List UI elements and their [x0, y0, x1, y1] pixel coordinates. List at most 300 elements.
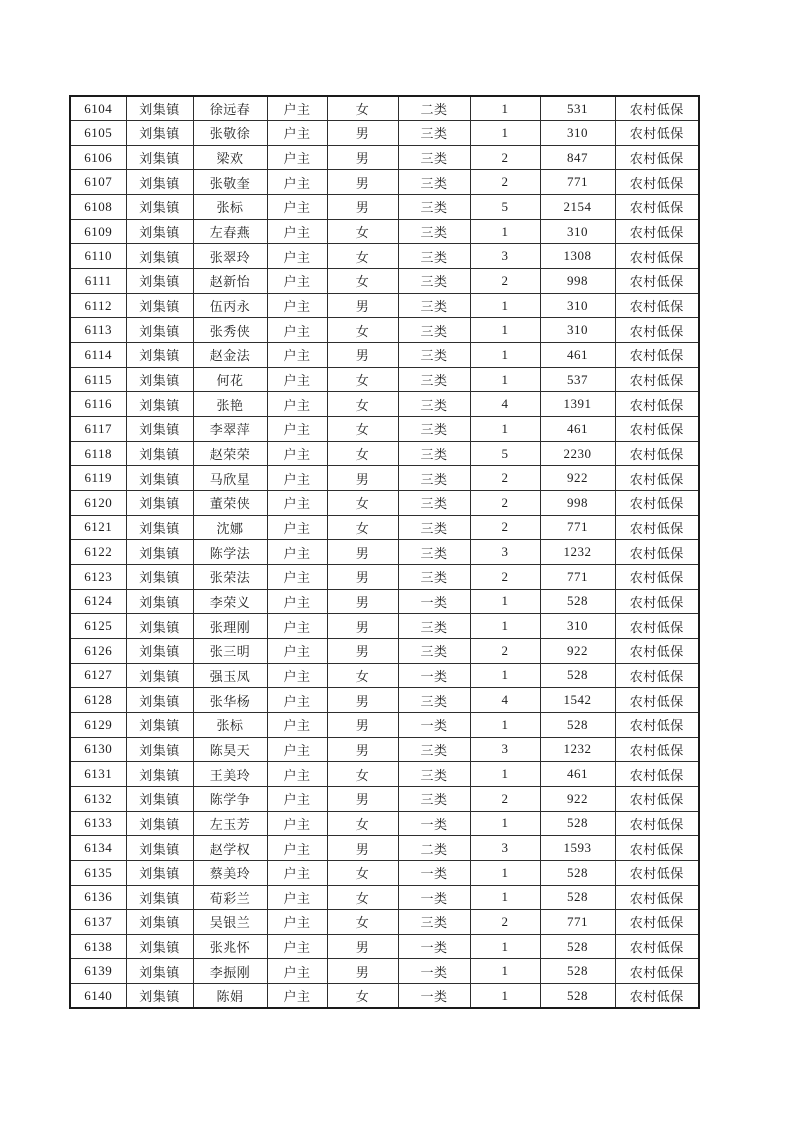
cell-category: 二类 — [398, 836, 470, 861]
cell-householder-relation: 户主 — [267, 934, 327, 959]
table-row — [70, 318, 699, 343]
cell-name: 张敬奎 — [193, 170, 267, 195]
cell-family-members: 1 — [470, 984, 540, 1009]
cell-town: 刘集镇 — [126, 712, 193, 737]
cell-gender: 男 — [327, 712, 398, 737]
cell-benefit-type: 农村低保 — [615, 885, 699, 910]
table-row — [70, 959, 699, 984]
cell-benefit-type: 农村低保 — [615, 811, 699, 836]
table-row — [70, 614, 699, 639]
table-row — [70, 638, 699, 663]
cell-amount: 528 — [540, 934, 615, 959]
cell-benefit-type: 农村低保 — [615, 589, 699, 614]
cell-amount: 1232 — [540, 737, 615, 762]
cell-category: 三类 — [398, 491, 470, 516]
cell-name: 董荣侠 — [193, 491, 267, 516]
table-row — [70, 367, 699, 392]
cell-amount: 528 — [540, 589, 615, 614]
table-row — [70, 145, 699, 170]
cell-town: 刘集镇 — [126, 737, 193, 762]
cell-householder-relation: 户主 — [267, 343, 327, 368]
cell-benefit-type: 农村低保 — [615, 244, 699, 269]
cell-town: 刘集镇 — [126, 417, 193, 442]
cell-category: 三类 — [398, 318, 470, 343]
cell-householder-relation: 户主 — [267, 367, 327, 392]
cell-category: 三类 — [398, 910, 470, 935]
cell-householder-relation: 户主 — [267, 910, 327, 935]
cell-name: 张标 — [193, 712, 267, 737]
cell-name: 张标 — [193, 195, 267, 220]
cell-category: 三类 — [398, 195, 470, 220]
cell-householder-relation: 户主 — [267, 491, 327, 516]
table-row — [70, 170, 699, 195]
cell-category: 三类 — [398, 417, 470, 442]
cell-gender: 女 — [327, 910, 398, 935]
cell-householder-relation: 户主 — [267, 663, 327, 688]
cell-name: 张华杨 — [193, 688, 267, 713]
cell-category: 一类 — [398, 811, 470, 836]
cell-family-members: 4 — [470, 392, 540, 417]
cell-benefit-type: 农村低保 — [615, 515, 699, 540]
cell-town: 刘集镇 — [126, 959, 193, 984]
cell-family-members: 1 — [470, 121, 540, 146]
cell-householder-relation: 户主 — [267, 244, 327, 269]
table-row — [70, 392, 699, 417]
cell-amount: 847 — [540, 145, 615, 170]
cell-family-members: 5 — [470, 441, 540, 466]
cell-serial-number: 6131 — [70, 762, 126, 787]
cell-amount: 771 — [540, 910, 615, 935]
cell-amount: 771 — [540, 564, 615, 589]
cell-benefit-type: 农村低保 — [615, 96, 699, 121]
cell-town: 刘集镇 — [126, 564, 193, 589]
cell-amount: 528 — [540, 959, 615, 984]
table-row — [70, 860, 699, 885]
cell-town: 刘集镇 — [126, 96, 193, 121]
table-row — [70, 466, 699, 491]
cell-householder-relation: 户主 — [267, 712, 327, 737]
cell-gender: 男 — [327, 614, 398, 639]
table-row — [70, 491, 699, 516]
table-row — [70, 688, 699, 713]
cell-category: 三类 — [398, 269, 470, 294]
table-row — [70, 712, 699, 737]
table-row — [70, 564, 699, 589]
cell-name: 马欣星 — [193, 466, 267, 491]
cell-serial-number: 6133 — [70, 811, 126, 836]
cell-serial-number: 6139 — [70, 959, 126, 984]
cell-amount: 2230 — [540, 441, 615, 466]
cell-town: 刘集镇 — [126, 219, 193, 244]
cell-name: 陈学争 — [193, 786, 267, 811]
cell-gender: 女 — [327, 984, 398, 1009]
cell-family-members: 3 — [470, 836, 540, 861]
cell-family-members: 3 — [470, 244, 540, 269]
cell-householder-relation: 户主 — [267, 836, 327, 861]
cell-serial-number: 6140 — [70, 984, 126, 1009]
cell-name: 梁欢 — [193, 145, 267, 170]
cell-name: 张三明 — [193, 638, 267, 663]
cell-name: 蔡美玲 — [193, 860, 267, 885]
cell-benefit-type: 农村低保 — [615, 688, 699, 713]
cell-amount: 998 — [540, 269, 615, 294]
table-row — [70, 195, 699, 220]
cell-amount: 528 — [540, 984, 615, 1009]
cell-householder-relation: 户主 — [267, 441, 327, 466]
cell-serial-number: 6132 — [70, 786, 126, 811]
cell-benefit-type: 农村低保 — [615, 860, 699, 885]
benefits-roster-table — [69, 95, 700, 1009]
table-row — [70, 737, 699, 762]
cell-category: 三类 — [398, 121, 470, 146]
cell-householder-relation: 户主 — [267, 318, 327, 343]
cell-benefit-type: 农村低保 — [615, 934, 699, 959]
cell-category: 一类 — [398, 885, 470, 910]
cell-amount: 528 — [540, 885, 615, 910]
cell-town: 刘集镇 — [126, 367, 193, 392]
cell-category: 三类 — [398, 540, 470, 565]
cell-amount: 1391 — [540, 392, 615, 417]
cell-benefit-type: 农村低保 — [615, 564, 699, 589]
cell-town: 刘集镇 — [126, 318, 193, 343]
cell-amount: 461 — [540, 762, 615, 787]
table-row — [70, 836, 699, 861]
cell-householder-relation: 户主 — [267, 269, 327, 294]
cell-category: 三类 — [398, 392, 470, 417]
cell-benefit-type: 农村低保 — [615, 195, 699, 220]
cell-town: 刘集镇 — [126, 491, 193, 516]
cell-householder-relation: 户主 — [267, 860, 327, 885]
cell-serial-number: 6138 — [70, 934, 126, 959]
cell-serial-number: 6110 — [70, 244, 126, 269]
cell-name: 李荣义 — [193, 589, 267, 614]
cell-family-members: 2 — [470, 786, 540, 811]
cell-town: 刘集镇 — [126, 984, 193, 1009]
table-row — [70, 121, 699, 146]
cell-serial-number: 6113 — [70, 318, 126, 343]
cell-gender: 男 — [327, 343, 398, 368]
cell-name: 张敬徐 — [193, 121, 267, 146]
cell-householder-relation: 户主 — [267, 885, 327, 910]
cell-category: 三类 — [398, 219, 470, 244]
cell-family-members: 1 — [470, 712, 540, 737]
cell-name: 张兆怀 — [193, 934, 267, 959]
cell-benefit-type: 农村低保 — [615, 491, 699, 516]
cell-householder-relation: 户主 — [267, 195, 327, 220]
cell-householder-relation: 户主 — [267, 811, 327, 836]
cell-gender: 男 — [327, 564, 398, 589]
cell-amount: 310 — [540, 293, 615, 318]
cell-name: 赵金法 — [193, 343, 267, 368]
cell-gender: 女 — [327, 860, 398, 885]
cell-gender: 男 — [327, 589, 398, 614]
cell-householder-relation: 户主 — [267, 762, 327, 787]
table-row — [70, 515, 699, 540]
cell-family-members: 2 — [470, 145, 540, 170]
cell-town: 刘集镇 — [126, 343, 193, 368]
cell-family-members: 2 — [470, 910, 540, 935]
cell-amount: 461 — [540, 417, 615, 442]
cell-amount: 1542 — [540, 688, 615, 713]
cell-serial-number: 6118 — [70, 441, 126, 466]
cell-family-members: 1 — [470, 614, 540, 639]
cell-name: 陈学法 — [193, 540, 267, 565]
cell-amount: 998 — [540, 491, 615, 516]
cell-gender: 男 — [327, 145, 398, 170]
cell-serial-number: 6126 — [70, 638, 126, 663]
cell-serial-number: 6137 — [70, 910, 126, 935]
cell-town: 刘集镇 — [126, 392, 193, 417]
cell-serial-number: 6122 — [70, 540, 126, 565]
cell-category: 三类 — [398, 786, 470, 811]
cell-gender: 女 — [327, 367, 398, 392]
table-row — [70, 663, 699, 688]
cell-category: 三类 — [398, 293, 470, 318]
cell-serial-number: 6135 — [70, 860, 126, 885]
cell-householder-relation: 户主 — [267, 984, 327, 1009]
cell-benefit-type: 农村低保 — [615, 836, 699, 861]
cell-serial-number: 6108 — [70, 195, 126, 220]
cell-town: 刘集镇 — [126, 811, 193, 836]
cell-name: 张秀侠 — [193, 318, 267, 343]
cell-category: 一类 — [398, 712, 470, 737]
cell-householder-relation: 户主 — [267, 564, 327, 589]
cell-category: 三类 — [398, 343, 470, 368]
cell-name: 李翠萍 — [193, 417, 267, 442]
cell-householder-relation: 户主 — [267, 219, 327, 244]
cell-amount: 528 — [540, 860, 615, 885]
cell-amount: 922 — [540, 638, 615, 663]
table-row — [70, 293, 699, 318]
cell-category: 三类 — [398, 441, 470, 466]
cell-householder-relation: 户主 — [267, 170, 327, 195]
cell-serial-number: 6128 — [70, 688, 126, 713]
cell-amount: 1593 — [540, 836, 615, 861]
cell-benefit-type: 农村低保 — [615, 614, 699, 639]
cell-name: 强玉凤 — [193, 663, 267, 688]
cell-family-members: 1 — [470, 885, 540, 910]
cell-family-members: 1 — [470, 367, 540, 392]
cell-category: 三类 — [398, 564, 470, 589]
cell-householder-relation: 户主 — [267, 466, 327, 491]
cell-gender: 男 — [327, 688, 398, 713]
cell-benefit-type: 农村低保 — [615, 762, 699, 787]
cell-amount: 771 — [540, 170, 615, 195]
cell-town: 刘集镇 — [126, 195, 193, 220]
cell-amount: 1232 — [540, 540, 615, 565]
cell-amount: 310 — [540, 121, 615, 146]
cell-serial-number: 6111 — [70, 269, 126, 294]
cell-name: 赵学权 — [193, 836, 267, 861]
cell-gender: 男 — [327, 466, 398, 491]
cell-town: 刘集镇 — [126, 688, 193, 713]
cell-serial-number: 6115 — [70, 367, 126, 392]
cell-householder-relation: 户主 — [267, 959, 327, 984]
table-row — [70, 269, 699, 294]
cell-gender: 女 — [327, 441, 398, 466]
cell-amount: 771 — [540, 515, 615, 540]
cell-benefit-type: 农村低保 — [615, 417, 699, 442]
cell-gender: 女 — [327, 269, 398, 294]
cell-category: 三类 — [398, 145, 470, 170]
cell-town: 刘集镇 — [126, 762, 193, 787]
cell-name: 张荣法 — [193, 564, 267, 589]
cell-category: 三类 — [398, 367, 470, 392]
cell-serial-number: 6106 — [70, 145, 126, 170]
cell-category: 二类 — [398, 96, 470, 121]
cell-serial-number: 6123 — [70, 564, 126, 589]
cell-family-members: 3 — [470, 540, 540, 565]
cell-serial-number: 6119 — [70, 466, 126, 491]
cell-householder-relation: 户主 — [267, 96, 327, 121]
cell-gender: 男 — [327, 638, 398, 663]
table-row — [70, 441, 699, 466]
cell-amount: 531 — [540, 96, 615, 121]
table-row — [70, 811, 699, 836]
cell-family-members: 2 — [470, 638, 540, 663]
table-row — [70, 244, 699, 269]
cell-category: 三类 — [398, 762, 470, 787]
table-row — [70, 540, 699, 565]
cell-amount: 922 — [540, 466, 615, 491]
cell-serial-number: 6134 — [70, 836, 126, 861]
cell-gender: 男 — [327, 195, 398, 220]
cell-town: 刘集镇 — [126, 910, 193, 935]
cell-benefit-type: 农村低保 — [615, 540, 699, 565]
cell-name: 徐远春 — [193, 96, 267, 121]
cell-gender: 女 — [327, 811, 398, 836]
cell-benefit-type: 农村低保 — [615, 145, 699, 170]
cell-benefit-type: 农村低保 — [615, 638, 699, 663]
table-row — [70, 219, 699, 244]
cell-benefit-type: 农村低保 — [615, 737, 699, 762]
cell-category: 三类 — [398, 688, 470, 713]
cell-town: 刘集镇 — [126, 121, 193, 146]
cell-gender: 男 — [327, 737, 398, 762]
cell-family-members: 1 — [470, 934, 540, 959]
cell-amount: 461 — [540, 343, 615, 368]
cell-family-members: 1 — [470, 219, 540, 244]
cell-family-members: 1 — [470, 811, 540, 836]
cell-town: 刘集镇 — [126, 786, 193, 811]
table-row — [70, 417, 699, 442]
cell-amount: 1308 — [540, 244, 615, 269]
table-row — [70, 343, 699, 368]
cell-serial-number: 6124 — [70, 589, 126, 614]
cell-householder-relation: 户主 — [267, 638, 327, 663]
cell-gender: 女 — [327, 96, 398, 121]
cell-benefit-type: 农村低保 — [615, 959, 699, 984]
cell-householder-relation: 户主 — [267, 786, 327, 811]
cell-benefit-type: 农村低保 — [615, 293, 699, 318]
cell-amount: 528 — [540, 811, 615, 836]
cell-amount: 537 — [540, 367, 615, 392]
cell-amount: 528 — [540, 712, 615, 737]
cell-benefit-type: 农村低保 — [615, 984, 699, 1009]
cell-amount: 528 — [540, 663, 615, 688]
cell-serial-number: 6127 — [70, 663, 126, 688]
cell-family-members: 1 — [470, 762, 540, 787]
cell-serial-number: 6104 — [70, 96, 126, 121]
cell-town: 刘集镇 — [126, 934, 193, 959]
cell-serial-number: 6121 — [70, 515, 126, 540]
cell-gender: 女 — [327, 491, 398, 516]
cell-gender: 女 — [327, 244, 398, 269]
cell-family-members: 1 — [470, 860, 540, 885]
cell-serial-number: 6105 — [70, 121, 126, 146]
cell-serial-number: 6136 — [70, 885, 126, 910]
cell-family-members: 1 — [470, 318, 540, 343]
cell-benefit-type: 农村低保 — [615, 269, 699, 294]
cell-gender: 女 — [327, 318, 398, 343]
cell-town: 刘集镇 — [126, 589, 193, 614]
cell-name: 赵荣荣 — [193, 441, 267, 466]
cell-householder-relation: 户主 — [267, 392, 327, 417]
cell-gender: 女 — [327, 392, 398, 417]
cell-town: 刘集镇 — [126, 836, 193, 861]
cell-family-members: 2 — [470, 269, 540, 294]
cell-name: 陈娟 — [193, 984, 267, 1009]
cell-family-members: 1 — [470, 96, 540, 121]
cell-name: 张翠玲 — [193, 244, 267, 269]
cell-family-members: 1 — [470, 293, 540, 318]
cell-householder-relation: 户主 — [267, 540, 327, 565]
table-row — [70, 589, 699, 614]
cell-town: 刘集镇 — [126, 170, 193, 195]
cell-town: 刘集镇 — [126, 244, 193, 269]
cell-householder-relation: 户主 — [267, 145, 327, 170]
cell-family-members: 1 — [470, 343, 540, 368]
cell-gender: 男 — [327, 170, 398, 195]
cell-town: 刘集镇 — [126, 885, 193, 910]
cell-category: 三类 — [398, 737, 470, 762]
cell-gender: 女 — [327, 663, 398, 688]
cell-gender: 女 — [327, 762, 398, 787]
cell-amount: 310 — [540, 318, 615, 343]
cell-benefit-type: 农村低保 — [615, 343, 699, 368]
cell-category: 三类 — [398, 170, 470, 195]
cell-benefit-type: 农村低保 — [615, 786, 699, 811]
cell-family-members: 1 — [470, 589, 540, 614]
cell-serial-number: 6117 — [70, 417, 126, 442]
cell-serial-number: 6114 — [70, 343, 126, 368]
table-row — [70, 934, 699, 959]
cell-town: 刘集镇 — [126, 614, 193, 639]
cell-householder-relation: 户主 — [267, 417, 327, 442]
cell-amount: 922 — [540, 786, 615, 811]
cell-town: 刘集镇 — [126, 441, 193, 466]
cell-gender: 女 — [327, 417, 398, 442]
cell-name: 陈昊天 — [193, 737, 267, 762]
cell-serial-number: 6130 — [70, 737, 126, 762]
cell-family-members: 1 — [470, 959, 540, 984]
cell-gender: 男 — [327, 836, 398, 861]
cell-benefit-type: 农村低保 — [615, 910, 699, 935]
cell-gender: 女 — [327, 219, 398, 244]
cell-benefit-type: 农村低保 — [615, 466, 699, 491]
cell-category: 一类 — [398, 860, 470, 885]
cell-name: 李振刚 — [193, 959, 267, 984]
cell-category: 三类 — [398, 638, 470, 663]
cell-serial-number: 6116 — [70, 392, 126, 417]
cell-town: 刘集镇 — [126, 466, 193, 491]
cell-name: 荀彩兰 — [193, 885, 267, 910]
cell-category: 三类 — [398, 466, 470, 491]
table-row — [70, 910, 699, 935]
cell-name: 张艳 — [193, 392, 267, 417]
cell-town: 刘集镇 — [126, 145, 193, 170]
cell-serial-number: 6120 — [70, 491, 126, 516]
